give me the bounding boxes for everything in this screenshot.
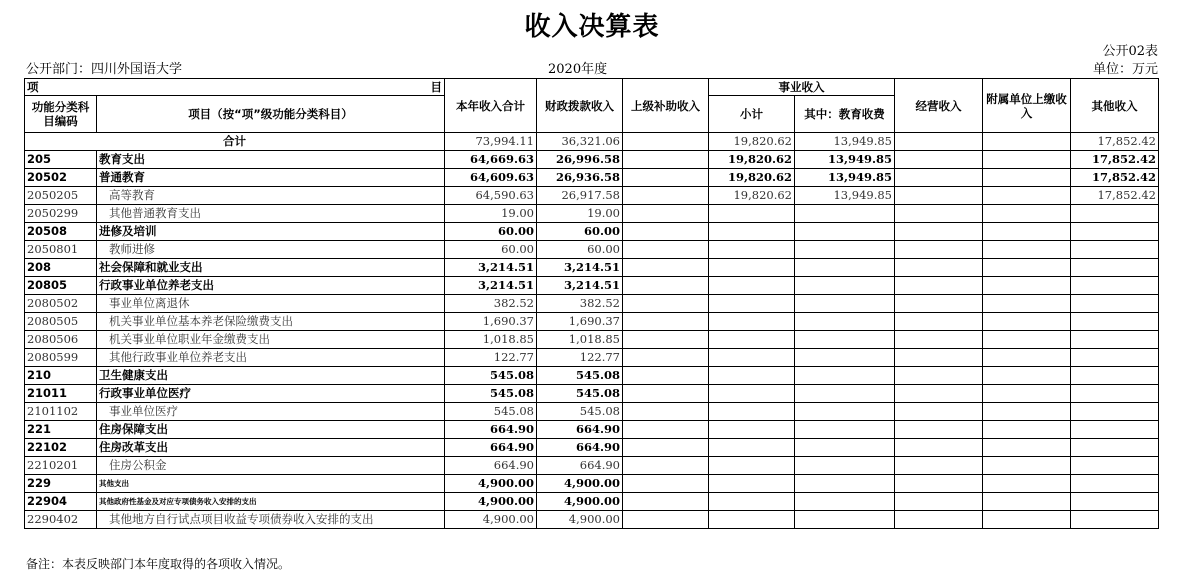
name-cell: 机关事业单位基本养老保险缴费支出 [97,313,445,331]
superior-cell [623,187,709,205]
operating-cell [895,403,983,421]
business-edu-fee-cell [795,313,895,331]
business-edu-fee-cell [795,349,895,367]
affiliated-cell [983,259,1071,277]
operating-cell [895,277,983,295]
other-income-cell [1071,241,1159,259]
affiliated-cell [983,367,1071,385]
code-cell: 20508 [25,223,97,241]
superior-cell [623,169,709,187]
total-income-cell: 545.08 [445,367,537,385]
other-income-cell: 17,852.42 [1071,133,1159,151]
operating-cell [895,223,983,241]
operating-cell [895,349,983,367]
fiscal-cell: 1,018.85 [537,331,623,349]
other-income-cell [1071,403,1159,421]
table-row [25,475,1159,493]
operating-cell [895,295,983,313]
name-cell: 其他地方自行试点项目收益专项债券收入安排的支出 [97,511,445,529]
business-subtotal-cell [709,439,795,457]
total-income-cell: 3,214.51 [445,259,537,277]
business-edu-fee-cell [795,367,895,385]
fiscal-cell: 26,917.58 [537,187,623,205]
affiliated-cell [983,457,1071,475]
page-title: 收入决算表 [524,12,660,42]
business-subtotal-cell [709,385,795,403]
header-business-edu-fee: 其中：教育收费 [795,96,895,133]
business-edu-fee-cell [795,205,895,223]
name-cell: 进修及培训 [97,223,445,241]
operating-cell [895,151,983,169]
fiscal-cell: 4,900.00 [537,475,623,493]
table-row [25,151,1159,169]
code-cell: 2050299 [25,205,97,223]
income-table [24,78,1159,529]
fiscal-cell: 60.00 [537,223,623,241]
other-income-cell [1071,439,1159,457]
code-cell: 21011 [25,385,97,403]
other-income-cell: 17,852.42 [1071,151,1159,169]
business-subtotal-cell [709,403,795,421]
header-affiliated: 附属单位上缴收入 [983,79,1071,133]
name-cell: 其他普通教育支出 [97,205,445,223]
affiliated-cell [983,223,1071,241]
other-income-cell [1071,367,1159,385]
superior-cell [623,511,709,529]
table-row [25,349,1159,367]
code-cell: 208 [25,259,97,277]
business-subtotal-cell: 19,820.62 [709,169,795,187]
affiliated-cell [983,493,1071,511]
operating-cell [895,493,983,511]
other-income-cell [1071,205,1159,223]
other-income-cell: 17,852.42 [1071,187,1159,205]
business-subtotal-cell [709,367,795,385]
department-label: 公开部门：四川外国语大学 [26,62,183,77]
name-cell: 教育支出 [97,151,445,169]
code-cell: 2080505 [25,313,97,331]
operating-cell [895,205,983,223]
business-subtotal-cell [709,511,795,529]
business-edu-fee-cell [795,331,895,349]
other-income-cell [1071,331,1159,349]
affiliated-cell [983,187,1071,205]
other-income-cell [1071,421,1159,439]
total-income-cell: 664.90 [445,421,537,439]
other-income-cell [1071,277,1159,295]
business-edu-fee-cell: 13,949.85 [795,169,895,187]
name-cell: 教师进修 [97,241,445,259]
other-income-cell: 17,852.42 [1071,169,1159,187]
header-total-income: 本年收入合计 [445,79,537,133]
superior-cell [623,439,709,457]
business-subtotal-cell [709,349,795,367]
total-income-cell: 1,018.85 [445,331,537,349]
other-income-cell [1071,457,1159,475]
fiscal-cell: 122.77 [537,349,623,367]
table-row [25,385,1159,403]
fiscal-cell: 382.52 [537,295,623,313]
fiscal-cell: 1,690.37 [537,313,623,331]
business-subtotal-cell [709,241,795,259]
fiscal-cell: 26,936.58 [537,169,623,187]
code-cell: 20805 [25,277,97,295]
name-cell: 住房改革支出 [97,439,445,457]
superior-cell [623,493,709,511]
total-income-cell: 1,690.37 [445,313,537,331]
fiscal-cell: 664.90 [537,421,623,439]
other-income-cell [1071,295,1159,313]
table-row [25,259,1159,277]
header-operating: 经营收入 [895,79,983,133]
code-cell: 2210201 [25,457,97,475]
name-cell: 事业单位离退休 [97,295,445,313]
superior-cell [623,259,709,277]
total-income-cell: 19.00 [445,205,537,223]
table-row [25,313,1159,331]
total-income-cell: 122.77 [445,349,537,367]
fiscal-cell: 664.90 [537,439,623,457]
total-income-cell: 60.00 [445,223,537,241]
superior-cell [623,313,709,331]
unit-label: 单位：万元 [1092,62,1158,77]
other-income-cell [1071,349,1159,367]
business-edu-fee-cell: 13,949.85 [795,151,895,169]
business-edu-fee-cell [795,493,895,511]
business-subtotal-cell [709,457,795,475]
total-income-cell: 60.00 [445,241,537,259]
business-subtotal-cell: 19,820.62 [709,187,795,205]
code-cell: 2050801 [25,241,97,259]
header-business: 事业收入 [709,79,895,96]
table-row [25,295,1159,313]
header-name: 项目（按“项”级功能分类科目） [97,96,445,133]
form-number: 公开02表 [1102,44,1158,59]
other-income-cell [1071,313,1159,331]
table-row [25,169,1159,187]
total-income-cell: 382.52 [445,295,537,313]
name-cell: 住房保障支出 [97,421,445,439]
business-edu-fee-cell [795,475,895,493]
total-income-cell: 64,609.63 [445,169,537,187]
affiliated-cell [983,169,1071,187]
operating-cell [895,511,983,529]
table-row [25,205,1159,223]
fiscal-cell: 19.00 [537,205,623,223]
superior-cell [623,403,709,421]
business-subtotal-cell [709,331,795,349]
header-fiscal: 财政拨款收入 [537,79,623,133]
total-income-cell: 4,900.00 [445,493,537,511]
business-edu-fee-cell: 13,949.85 [795,133,895,151]
fiscal-cell: 26,996.58 [537,151,623,169]
code-cell: 221 [25,421,97,439]
superior-cell [623,331,709,349]
business-edu-fee-cell: 13,949.85 [795,187,895,205]
table-row [25,457,1159,475]
other-income-cell [1071,511,1159,529]
affiliated-cell [983,511,1071,529]
name-cell: 高等教育 [97,187,445,205]
other-income-cell [1071,223,1159,241]
superior-cell [623,151,709,169]
fiscal-cell: 60.00 [537,241,623,259]
fiscal-year: 2020年度 [548,62,608,77]
superior-cell [623,277,709,295]
total-income-cell: 64,669.63 [445,151,537,169]
business-subtotal-cell [709,277,795,295]
superior-cell [623,295,709,313]
operating-cell [895,475,983,493]
name-cell: 其他行政事业单位养老支出 [97,349,445,367]
name-cell: 其他政府性基金及对应专项债务收入安排的支出 [97,493,445,511]
table-row [25,367,1159,385]
fiscal-cell: 664.90 [537,457,623,475]
total-row [25,133,1159,151]
superior-cell [623,205,709,223]
operating-cell [895,367,983,385]
header-item-cell [25,79,445,96]
business-edu-fee-cell [795,223,895,241]
table-row [25,403,1159,421]
business-edu-fee-cell [795,457,895,475]
business-subtotal-cell [709,223,795,241]
business-edu-fee-cell [795,421,895,439]
name-cell: 卫生健康支出 [97,367,445,385]
table-row [25,421,1159,439]
fiscal-cell: 4,900.00 [537,493,623,511]
fiscal-cell: 545.08 [537,367,623,385]
code-cell: 229 [25,475,97,493]
superior-cell [623,367,709,385]
operating-cell [895,385,983,403]
code-cell: 2080506 [25,331,97,349]
code-cell: 2290402 [25,511,97,529]
total-income-cell: 664.90 [445,457,537,475]
code-cell: 22904 [25,493,97,511]
total-label: 合计 [25,133,445,151]
fiscal-cell: 545.08 [537,403,623,421]
code-cell: 22102 [25,439,97,457]
code-cell: 205 [25,151,97,169]
total-income-cell: 64,590.63 [445,187,537,205]
superior-cell [623,475,709,493]
total-income-cell: 4,900.00 [445,511,537,529]
business-subtotal-cell [709,313,795,331]
header-business-subtotal: 小计 [709,96,795,133]
operating-cell [895,421,983,439]
affiliated-cell [983,331,1071,349]
code-cell: 2101102 [25,403,97,421]
other-income-cell [1071,385,1159,403]
name-cell: 普通教育 [97,169,445,187]
superior-cell [623,133,709,151]
name-cell: 社会保障和就业支出 [97,259,445,277]
name-cell: 行政事业单位医疗 [97,385,445,403]
superior-cell [623,457,709,475]
name-cell: 其他支出 [97,475,445,493]
business-subtotal-cell [709,493,795,511]
total-income-cell: 73,994.11 [445,133,537,151]
affiliated-cell [983,205,1071,223]
total-income-cell: 545.08 [445,385,537,403]
business-edu-fee-cell [795,511,895,529]
code-cell: 20502 [25,169,97,187]
affiliated-cell [983,295,1071,313]
business-edu-fee-cell [795,439,895,457]
table-row [25,223,1159,241]
header-item-right: 目 [430,80,442,94]
header-code: 功能分类科目编码 [25,96,97,133]
header-other: 其他收入 [1071,79,1159,133]
business-subtotal-cell: 19,820.62 [709,151,795,169]
superior-cell [623,223,709,241]
business-edu-fee-cell [795,277,895,295]
operating-cell [895,439,983,457]
total-income-cell: 664.90 [445,439,537,457]
operating-cell [895,331,983,349]
table-row [25,493,1159,511]
affiliated-cell [983,151,1071,169]
affiliated-cell [983,349,1071,367]
name-cell: 机关事业单位职业年金缴费支出 [97,331,445,349]
business-edu-fee-cell [795,385,895,403]
other-income-cell [1071,259,1159,277]
code-cell: 2050205 [25,187,97,205]
business-subtotal-cell [709,295,795,313]
operating-cell [895,187,983,205]
operating-cell [895,241,983,259]
operating-cell [895,457,983,475]
header-superior: 上级补助收入 [623,79,709,133]
business-subtotal-cell [709,421,795,439]
total-income-cell: 545.08 [445,403,537,421]
business-subtotal-cell [709,475,795,493]
affiliated-cell [983,403,1071,421]
superior-cell [623,385,709,403]
table-row [25,187,1159,205]
affiliated-cell [983,313,1071,331]
affiliated-cell [983,421,1071,439]
header-row-item [25,79,1159,96]
fiscal-cell: 545.08 [537,385,623,403]
table-row [25,439,1159,457]
table-body [25,133,1159,529]
fiscal-cell: 3,214.51 [537,277,623,295]
header-item-left: 项 [27,80,39,94]
business-subtotal-cell: 19,820.62 [709,133,795,151]
superior-cell [623,421,709,439]
other-income-cell [1071,475,1159,493]
fiscal-cell: 3,214.51 [537,259,623,277]
operating-cell [895,313,983,331]
operating-cell [895,169,983,187]
name-cell: 行政事业单位养老支出 [97,277,445,295]
fiscal-cell: 36,321.06 [537,133,623,151]
affiliated-cell [983,475,1071,493]
affiliated-cell [983,277,1071,295]
business-subtotal-cell [709,205,795,223]
table-row [25,331,1159,349]
code-cell: 210 [25,367,97,385]
business-edu-fee-cell [795,241,895,259]
footnote: 备注：本表反映部门本年度取得的各项收入情况。 [26,557,291,571]
operating-cell [895,259,983,277]
fiscal-cell: 4,900.00 [537,511,623,529]
business-edu-fee-cell [795,403,895,421]
affiliated-cell [983,241,1071,259]
superior-cell [623,349,709,367]
total-income-cell: 3,214.51 [445,277,537,295]
other-income-cell [1071,493,1159,511]
business-subtotal-cell [709,259,795,277]
total-income-cell: 4,900.00 [445,475,537,493]
name-cell: 事业单位医疗 [97,403,445,421]
business-edu-fee-cell [795,259,895,277]
table-row [25,277,1159,295]
affiliated-cell [983,133,1071,151]
affiliated-cell [983,439,1071,457]
table-row [25,241,1159,259]
code-cell: 2080599 [25,349,97,367]
business-edu-fee-cell [795,295,895,313]
operating-cell [895,133,983,151]
affiliated-cell [983,385,1071,403]
code-cell: 2080502 [25,295,97,313]
table-row [25,511,1159,529]
superior-cell [623,241,709,259]
name-cell: 住房公积金 [97,457,445,475]
